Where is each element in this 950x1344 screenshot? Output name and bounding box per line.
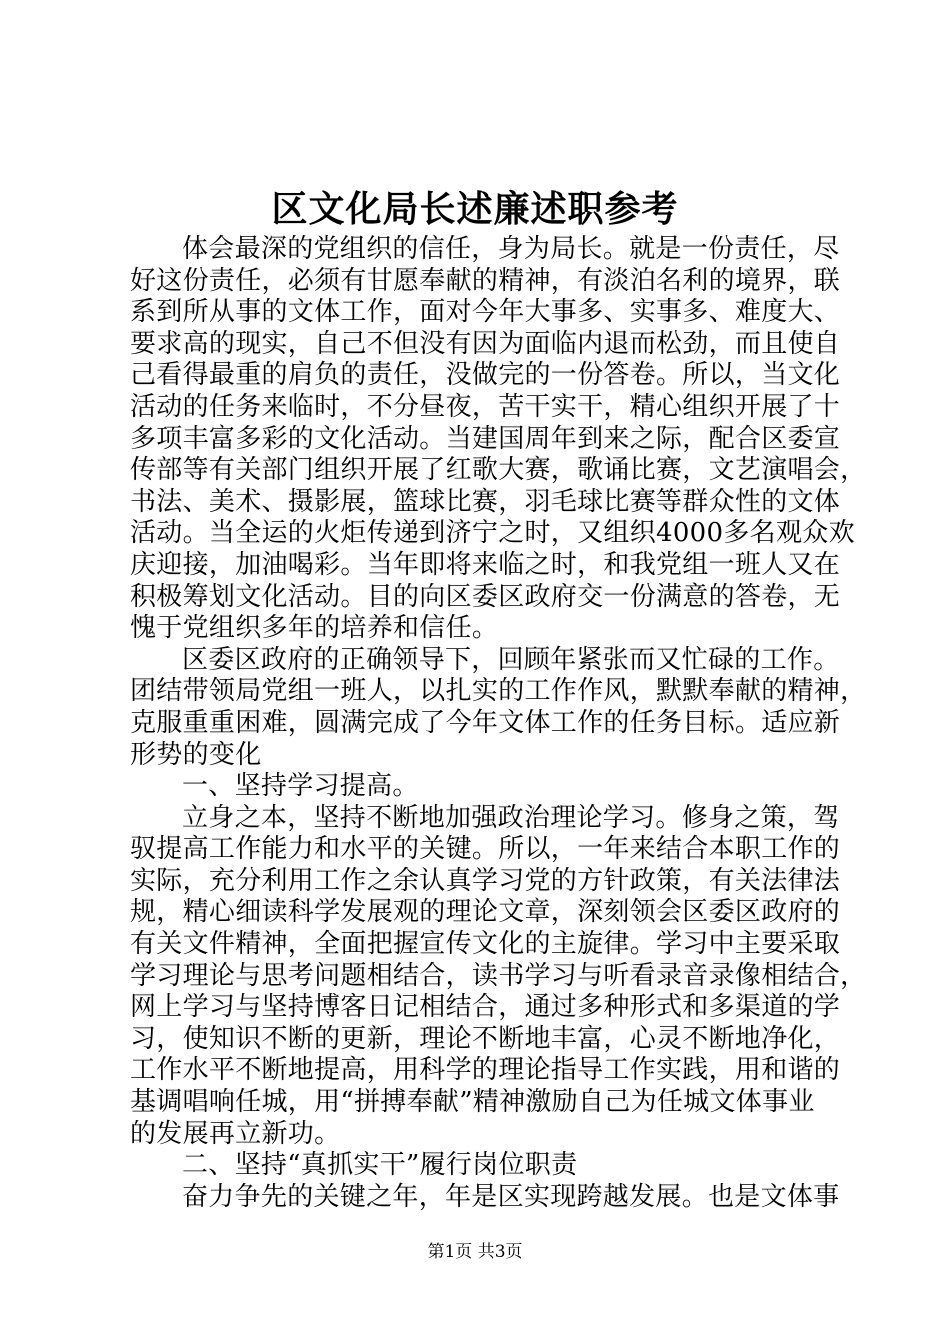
document-body	[130, 234, 867, 1213]
body-line: 形势的变化	[130, 739, 262, 770]
body-line: 庆迎接，加油喝彩。当年即将来临之时，和我党组一班人又在	[130, 549, 841, 580]
body-line: 实际，充分利用工作之余认真学习党的方针政策，有关法律法	[130, 865, 841, 896]
body-line: 愧于党组织多年的培养和信任。	[130, 613, 499, 644]
body-line: 一、坚持学习提高。	[182, 771, 419, 802]
body-line: 习，使知识不断的更新，理论不断地丰富，心灵不断地净化，	[130, 1023, 841, 1054]
body-line: 的发展再立新功。	[130, 1118, 341, 1149]
body-line: 基调唱响任城，用“拼搏奉献”精神激励自己为任城文体事业	[130, 1087, 815, 1118]
document-title: 区文化局长述廉述职参考	[271, 188, 679, 230]
body-line: 传部等有关部门组织开展了红歌大赛，歌诵比赛，文艺演唱会，	[130, 455, 867, 486]
body-line: 立身之本，坚持不断地加强政治理论学习。修身之策，驾	[182, 802, 840, 833]
body-line: 系到所从事的文体工作，面对今年大事多、实事多、难度大、	[130, 297, 841, 328]
body-line: 团结带领局党组一班人，以扎实的工作作风，默默奉献的精神，	[130, 676, 867, 707]
body-line: 网上学习与坚持博客日记相结合，通过多种形式和多渠道的学	[130, 992, 841, 1023]
page-footer: 第1页 共3页	[427, 1242, 523, 1262]
body-line: 克服重重困难，圆满完成了今年文体工作的任务目标。适应新	[130, 707, 841, 738]
body-line: 有关文件精神，全面把握宣传文化的主旋律。学习中主要采取	[130, 929, 841, 960]
body-line: 学习理论与思考问题相结合，读书学习与听看录音录像相结合，	[130, 960, 867, 991]
body-line: 体会最深的党组织的信任，身为局长。就是一份责任，尽	[182, 234, 840, 264]
body-line: 二、坚持“真抓实干”履行岗位职责	[182, 1150, 578, 1181]
body-line: 奋力争先的关键之年，年是区实现跨越发展。也是文体事	[182, 1181, 840, 1212]
body-line: 好这份责任，必须有甘愿奉献的精神，有淡泊名利的境界，联	[130, 265, 841, 296]
body-line: 驭提高工作能力和水平的关键。所以，一年来结合本职工作的	[130, 834, 841, 865]
body-line: 己看得最重的肩负的责任，没做完的一份答卷。所以，当文化	[130, 360, 841, 391]
body-line: 规，精心细读科学发展观的理论文章，深刻领会区委区政府的	[130, 897, 841, 928]
body-line: 要求高的现实，自己不但没有因为面临内退而松劲，而且使自	[130, 328, 841, 359]
body-line: 工作水平不断地提高，用科学的理论指导工作实践，用和谐的	[130, 1055, 841, 1086]
body-line: 书法、美术、摄影展，篮球比赛，羽毛球比赛等群众性的文体	[130, 486, 841, 517]
body-line: 活动的任务来临时，不分昼夜，苦干实干，精心组织开展了十	[130, 391, 841, 422]
body-line: 积极筹划文化活动。目的向区委区政府交一份满意的答卷，无	[130, 581, 841, 612]
body-line: 区委区政府的正确领导下，回顾年紧张而又忙碌的工作。	[182, 644, 840, 675]
body-line: 活动。当全运的火炬传递到济宁之时，又组织4000多名观众欢	[130, 518, 855, 549]
body-line: 多项丰富多彩的文化活动。当建国周年到来之际，配合区委宣	[130, 423, 841, 454]
